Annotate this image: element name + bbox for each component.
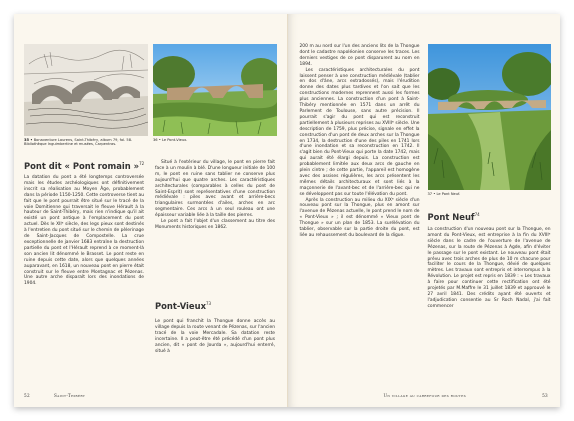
pont-neuf-photo [428, 44, 551, 190]
page-number: 52 [24, 393, 30, 398]
figure-37-caption: 37 • Le Pont Neuf. [427, 192, 461, 196]
paragraph: Les caractéristiques architecturales du pont laissent penser à une construction médiévale (tablier en dos d'âne, arcs extradossés), mais l'érudition donne des dates plus tardives et l'on sait que les constructions modernes reprennent aussi les formes plus anciennes. La construction d'un pont à Saint-Thibéry mentionnée en 1571 dans un arrêt du Parlement de Toulouse, sans autre précision. Il pourrait s'agir du pont qui est reconstruit partiellement à plusieurs reprises au XVIIIᵉ siècle. Une description de 1759, plus précise, signale en effet la construction d'un pont de deux arches sur la Thongue en 1734, la destruction d'une des piles en 1741 lors d'une inondation et sa reconstruction en 1742. Il s'agit bien du Pont-Vieux qui porte la date 1742, mais qui aurait été élargi depuis. La construction est probablement limitée aux deux arcs de gauche en plein cintre ; de cette partie, l'appareil est homogène avec des assises régulières, les arcs présentent les mêmes détails architecturaux et sont liés à la maçonnerie de l'avant-bec et de l'arrière-bec qui ne se développent pas sur toute l'élévation du pont. [299, 67, 420, 197]
paragraph: Après la construction au milieu du XIXᵉ siècle d'un nouveau pont sur la Thongue, plus en amont sur l'avenue de Pézenas actuelle, le pont prend le nom de « Pont-Vieux » ; il est dénommé « Vieux pont de Thongue » sur un plan de 1853. La surélévation du tablier, observable sur la partie droite du pont, est liée au rehaussement du boulevard de la digue. [299, 197, 420, 238]
column-2b-text [155, 319, 275, 387]
paragraph: La construction d'un nouveau pont sur la Thongue, en amont du Pont-Vieux, est entreprise à la fin du XVIIIᵉ siècle dans le cadre de l'ouverture de l'avenue de Pézenas, sur la route de Pézenas à Agde, afin d'éviter le passage sur le pont existant. Le nouveau pont était prévu avec trois arches de plus de 10 m chacune pour faciliter le cours de la Thongue, dévié de quelques mètres. Les travaux sont entrepris et interrompus à la Révolution. Le projet est repris en 1839 : « Les travaux à faire pour continuer cette rectification ont été projetés par M.Maffre le 31 juillet 1839 et approuvé le 27 avril 1841. Des crédits ayant été ouverts et l'adjudication consentie au Sr Roch Nadal, j'ai fait commencer [427, 227, 551, 309]
right-page [288, 14, 561, 407]
column-3-text [300, 44, 420, 389]
paragraph: 200 m au nord sur l'un des anciens lits de la Thongue dont le cadastre napoléonien conserve les traces. Les derniers vestiges de ce pont disparurent au nom en 1894. [299, 44, 420, 67]
sketch-illustration [24, 44, 148, 136]
paragraph: La datation du pont a été longtemps controversée mais les études archéologiques ont définitivement inscrit sa réalisation au Moyen Âge, probablement dans la période 1150-1250. Cette controverse tient au fait que le pont pourrait être situé sur le tracé de la voie Domitienne qui traversait le fleuve Hérault à la hauteur de Saint-Thibéry, mais rien n'indique qu'il ait existé un pont antique à l'emplacement du pont actuel. Dès le XIIᵉ siècle, des legs pieux sont destinés à l'entretien du pont situé sur le chemin de pèlerinage de Saint-Jacques de Compostelle. La crue exceptionnelle de janvier 1683 entraîne la destruction partielle du pont et l'Hérault reprend à ce moment-là son ancien lit dénommé le Brasset. Le pont reste en ruine depuis cette date, alors que quelques années auparavant, en 1618, un nouveau pont en pierre était construit sur le fleuve entre Montagnac et Pézenas. Une autre arche disparaît lors des inondations de 1904. [24, 175, 144, 287]
figure-35-caption: 35 • Bonaventure Laurens, Saint-Thibéry, album 79, fol. 58. Bibliothèque Inguimbertine et musées, Carpentras. [24, 138, 133, 147]
left-page [14, 14, 288, 407]
page-number: 53 [542, 393, 548, 398]
column-4-text [428, 227, 551, 387]
figure-36-caption: 36 • Le Pont-Vieux. [153, 138, 188, 142]
running-head: Un village au carrefour des routes [383, 393, 466, 398]
paragraph: Le pont a fait l'objet d'un classement au titre des Monuments historiques en 1862. [155, 219, 275, 230]
section-title-pont-neuf: Pont Neuf$^{74}$ [427, 212, 480, 222]
book-spread [14, 14, 560, 407]
column-2-text [155, 160, 275, 231]
section-title-pont-romain: Pont dit « Pont romain »$^{72}$ [24, 161, 145, 171]
paragraph: Le pont qui franchit la Thongue donne accès au village depuis la route venant de Pézenas, sur l'ancien tracé de la voie Mercadale. Sa datation reste incertaine. Il a peut-être été précédé d'un pont plus ancien, dit « pont de Jourda », aujourd'hui enterré, situé à [155, 319, 275, 354]
column-1-text [24, 175, 144, 387]
pont-vieux-photo [153, 44, 277, 136]
paragraph: Situé à l'extérieur du village, le pont en pierre fait face à un moulin à blé. D'une longueur initiale de 100 m, le pont en ruine sans tablier ne conserve plus aujourd'hui que quatre arches. Les caractéristiques architecturales (comparables à celles du pont de Saint-Esprit) sont représentatives d'une construction médiévale : piles avec avant et arrière-becs triangulaires surmontées d'ailes, arches en arc segmentaire. Ces arcs à un seul rouleau ont une épaisseur variable liée à la taille des pierres. [155, 160, 275, 219]
running-head: Saint-Thibéry [54, 393, 86, 398]
section-title-pont-vieux: Pont-Vieux$^{73}$ [155, 301, 212, 311]
